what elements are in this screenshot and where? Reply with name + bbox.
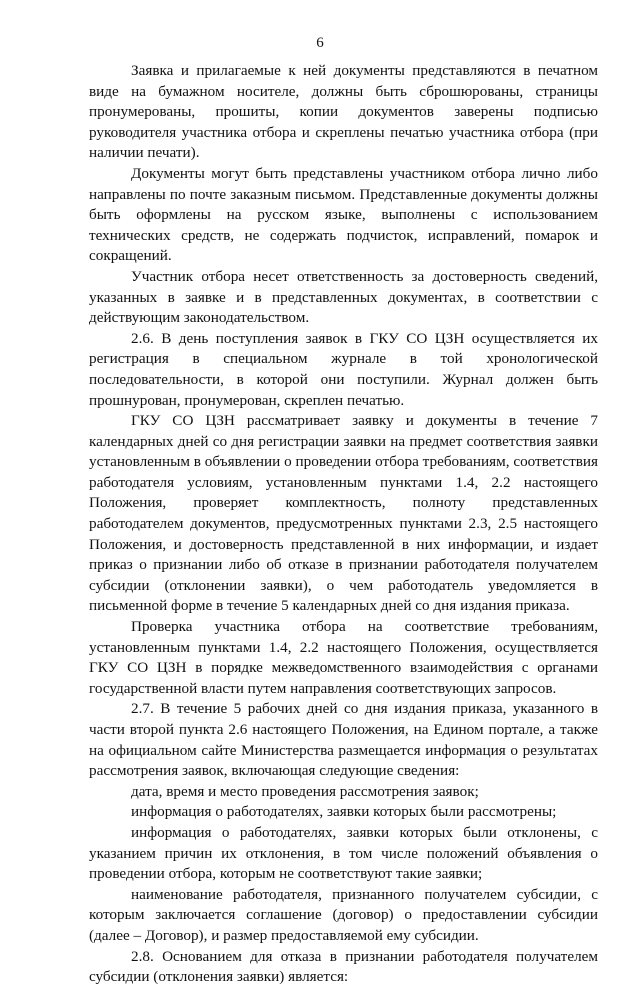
list-item-date-time-place: дата, время и место проведения рассмотрения заявок; (131, 782, 479, 800)
list-item-rejected-employers: информация о работодателях, заявки которых были отклонены, с указанием причин их отклонения, в том числе положений объявления о проведении отбора, которым не соответствуют такие заявки; (89, 823, 598, 883)
page-number: 6 (316, 35, 324, 51)
paragraph-2-8-refusal-grounds: 2.8. Основанием для отказа в признании работодателя получателем субсидии (отклонения заявки) является: (89, 947, 598, 986)
list-item-recipient-name: наименование работодателя, признанного получателем субсидии, с которым заключается соглашение (договор) о предоставлении субсидии (далее – Договор), и размер предоставляемой ему субсидии. (89, 885, 598, 944)
document-body (89, 61, 598, 988)
paragraph-application-format: Заявка и прилагаемые к ней документы представляются в печатном виде на бумажном носителе, должны быть сброшюрованы, страницы пронумерованы, прошиты, копии документов заверены подписью руководителя участника отбора и скреплены печатью участника отбора (при наличии печати). (89, 62, 598, 162)
paragraph-2-6-registration: 2.6. В день поступления заявок в ГКУ СО ЦЗН осуществляется их регистрация в специальном журнале в той хронологической последовательности, в которой они поступили. Журнал должен быть прошнурован, пронумерован, скреплен печатью. (89, 329, 598, 409)
paragraph-review: ГКУ СО ЦЗН рассматривает заявку и документы в течение 7 календарных дней со дня регистрации заявки на предмет соответствия заявки установленным в объявлении о проведении отбора требованиям, соответствия работодателя условиям, установленным пунктами 1.4, 2.2 настоящего Положения, проверяет комплектность, полноту представленных работодателем документов, предусмотренных пунктами 2.3, 2.5 настоящего Положения, и достоверность представленной в них информации, и издает приказ о признании либо об отказе в признании работодателя получателем субсидии (отклонении заявки), о чем работодатель уведомляется в письменной форме в течение 5 календарных дней со дня издания приказа. (89, 412, 598, 615)
paragraph-verification: Проверка участника отбора на соответствие требованиям, установленным пунктами 1.4, 2.2 настоящего Положения, осуществляется ГКУ СО ЦЗН в порядке межведомственного взаимодействия с органами государственной власти путем направления соответствующих запросов. (89, 618, 598, 697)
paragraph-2-7-publication: 2.7. В течение 5 рабочих дней со дня издания приказа, указанного в части второй пункта 2.6 настоящего Положения, на Едином портале, а также на официальном сайте Министерства размещается информация о результатах рассмотрения заявок, включающая следующие сведения: (89, 700, 598, 780)
paragraph-submission-method: Документы могут быть представлены участником отбора лично либо направлены по почте заказным письмом. Представленные документы должны быть оформлены на русском языке, выполнены с использованием технических средств, не содержать подчисток, исправлений, помарок и сокращений. (89, 164, 598, 265)
paragraph-responsibility: Участник отбора несет ответственность за достоверность сведений, указанных в заявке и в представленных документах, в соответствии с действующим законодательством. (89, 267, 598, 327)
list-item-reviewed-employers: информация о работодателях, заявки которых были рассмотрены; (131, 803, 557, 821)
